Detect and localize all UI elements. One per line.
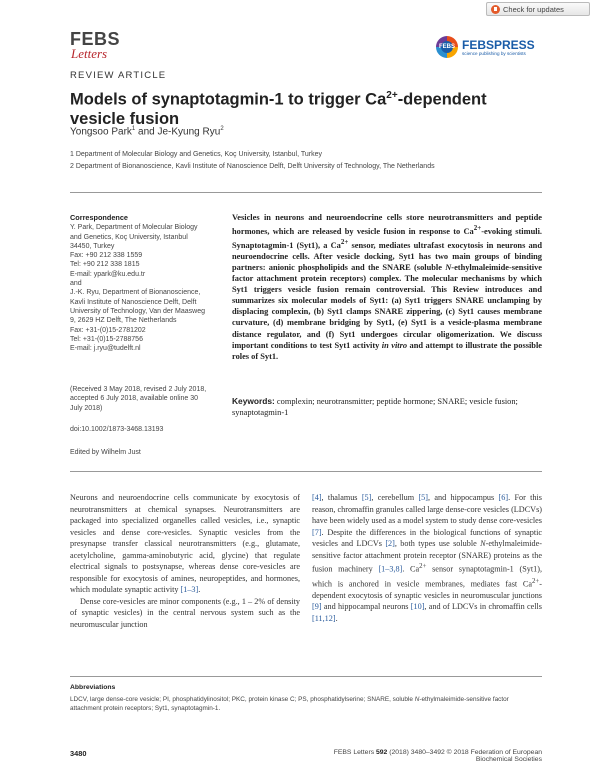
journal-logo (70, 30, 120, 62)
correspondence-line: 9, 2629 HZ Delft, The Netherlands (70, 317, 177, 325)
correspondence-line: and Genetics, Koç University, Istanbul (70, 233, 188, 241)
header-divider (70, 192, 542, 193)
keywords-label: Keywords: (232, 396, 275, 406)
correspondence-block (70, 213, 230, 353)
abstract-divider (70, 471, 542, 472)
publisher-logo (436, 36, 535, 58)
article-type: REVIEW ARTICLE (70, 70, 167, 81)
correspondence-line: J.-K. Ryu, Department of Bionanoscience, (70, 289, 201, 297)
correspondence-line: and (70, 280, 82, 288)
abstract: Vesicles in neurons and neuroendocrine cells store neurotransmitters and peptide hormones, which are released by vesicle fusion in response to $Ca^{2+}$-evoking stimuli. Synaptotagmin-1 (Syt1), a $Ca^{2+}$ sensor, mediates ultrafast exocytosis in neurons and neuroendocrine cells. After vesicle docking, Syt1 has two main groups of binding partners: anionic phospholipids and the SNARE (soluble N-ethylmaleimide-sensitive factor attachment protein receptors) complex. The molecular mechanisms by which Syt1 triggers vesicle fusion remain controversial. This Review introduces and summarizes six molecular models of Syt1: (a) Syt1 triggers SNARE unclamping by displacing complexin, (b) Syt1 clamps SNARE zippering, (c) Syt1 causes membrane curvature, (d) membrane bridging by Syt1, (e) Syt1 is a vesicle-plasma membrane distance regulator, and (f) Syt1 undergoes circular oligomerization. We discuss important conditions to test Syt1 activity in vitro and attempt to illustrate the possible roles of Syt1. (232, 213, 543, 361)
correspondence-line: Fax: +90 212 338 1559 (70, 252, 143, 260)
citation-link[interactable]: [1–3] (180, 585, 199, 595)
doi-link[interactable]: doi:10.1002/1873-3468.13193 (70, 426, 164, 433)
body-column-right (312, 492, 542, 624)
citation-link[interactable]: [4] (312, 493, 322, 502)
author-name: Je-Kyung Ryu (157, 126, 221, 138)
check-updates-label: Check for updates (503, 4, 564, 14)
edited-by: Edited by Wilhelm Just (70, 449, 141, 456)
citation-link[interactable]: [7] (312, 527, 322, 537)
febs-press-emblem-icon (436, 36, 458, 58)
author-name: Yongsoo Park (70, 126, 132, 138)
check-for-updates-button[interactable] (486, 2, 590, 16)
article-title: Models of synaptotagmin-1 to trigger $Ca^{2+}$-dependent vesicle fusion (70, 90, 487, 128)
citation-link[interactable]: [5] (418, 493, 428, 502)
citation-link[interactable]: [5] (361, 493, 372, 502)
publisher-name: FEBSPRESS (462, 37, 535, 52)
correspondence-line: Fax: +31-(0)15-2781202 (70, 326, 146, 334)
page-number: 3480 (70, 749, 87, 758)
citation-link[interactable]: [9] (312, 602, 322, 612)
abbreviations-text: LDCV, large dense-core vesicle; PI, phosphatidylinositol; PKC, protein kinase C; PS, phosphatidylserine; SNARE, soluble N-ethylmaleimide-sensitive factor attachment protein receptors; Syt1, synaptotagmin-1. (70, 696, 509, 712)
footer-citation: FEBS Letters 592 (2018) 3480–3492 © 2018 Federation of European Biochemical Societies (333, 749, 542, 763)
citation-link[interactable]: [10] (410, 602, 425, 612)
abbreviations-heading: Abbreviations (70, 684, 116, 691)
correspondence-email[interactable]: E-mail: ypark@ku.edu.tr (70, 270, 146, 278)
publisher-tagline: science publishing by scientists (462, 50, 526, 56)
citation-link[interactable]: [2] (385, 539, 395, 549)
paragraph: [4], thalamus [5], cerebellum [5], and hippocampus [6]. For this reason, chromaffin granules called large dense-core vesicles (LDCVs) have been widely used as a model system to study dense core-vesicles [7]. Despite the differences in the biological functions of synaptic vesicles and LDCVs [2], both types use soluble N-ethylmaleimide-sensitive factor attachment protein receptor (SNARE) proteins as the fusion machinery [1–3,8]. $Ca^{2+}$ sensor synaptotagmin-1 (Syt1), which is anchored in vesicle membranes, mediates fast $Ca^{2+}$-dependent exocytosis of synaptic vesicles in neuromuscular junctions [9] and hippocampal neurons [10], and of LDCVs in chromaffin cells [11,12]. (312, 493, 542, 623)
citation-link[interactable]: [6] (498, 493, 509, 502)
correspondence-email[interactable]: E-mail: j.ryu@tudelft.nl (70, 345, 141, 353)
correspondence-line: Tel: +90 212 338 1815 (70, 261, 140, 269)
correspondence-heading: Correspondence (70, 213, 128, 222)
body-column-left (70, 492, 300, 631)
citation-link[interactable]: [11,12] (312, 613, 336, 623)
correspondence-line: Kavli Institute of Nanoscience Delft, Delft (70, 298, 197, 306)
update-icon (491, 5, 500, 14)
paragraph: Neurons and neuroendocrine cells communicate by exocytosis of neurotransmitters at chemical synapses. Neurotransmitters are packaged into specialized organelles called vesicles, i.e., synaptic vesicles and dense core-vesicles. Synaptic vesicles from the presynapse transfer classical neurotransmitters (e.g., glutamate, acetylcholine, gamma-aminobutyric acid, glycine) that regulate electrical signals to postsynapse, whereas dense core-vesicles are responsible for exocytosis of amines, neuropeptides, and hormones, which modulate synaptic activity [1–3]. (70, 493, 300, 595)
keywords: Keywords: complexin; neurotransmitter; peptide hormone; SNARE; vesicle fusion; synaptotagmin-1 (232, 396, 518, 418)
correspondence-line: Y. Park, Department of Molecular Biology (70, 224, 198, 232)
correspondence-line: Tel: +31-(0)15-2788756 (70, 335, 143, 343)
citation-link[interactable]: [1–3,8] (378, 565, 403, 575)
journal-logo-febs: FEBS (70, 29, 121, 49)
affiliation-2: 2 Department of Bionanoscience, Kavli Institute of Nanoscience Delft, Delft University of Technology, The Netherlands (70, 163, 435, 170)
affiliation-1: 1 Department of Molecular Biology and Genetics, Koç University, Istanbul, Turkey (70, 151, 322, 158)
author-list: Yongsoo Park$^1$ and Je-Kyung Ryu$^2$ (70, 126, 224, 138)
paragraph: Dense core-vesicles are minor components (e.g., 1 – 2% of density of synaptic vesicles) in the central nervous system such as the neuromuscular junction (70, 596, 300, 630)
correspondence-line: 34450, Turkey (70, 242, 115, 250)
received-dates: (Received 3 May 2018, revised 2 July 2018, accepted 6 July 2018, available online 30 July 2018) (70, 386, 207, 412)
emblem-text: FEBS (441, 41, 453, 53)
journal-logo-letters: Letters (71, 46, 108, 61)
abbreviations-divider (70, 676, 542, 677)
correspondence-line: University of Technology, Van der Maasweg (70, 307, 206, 315)
